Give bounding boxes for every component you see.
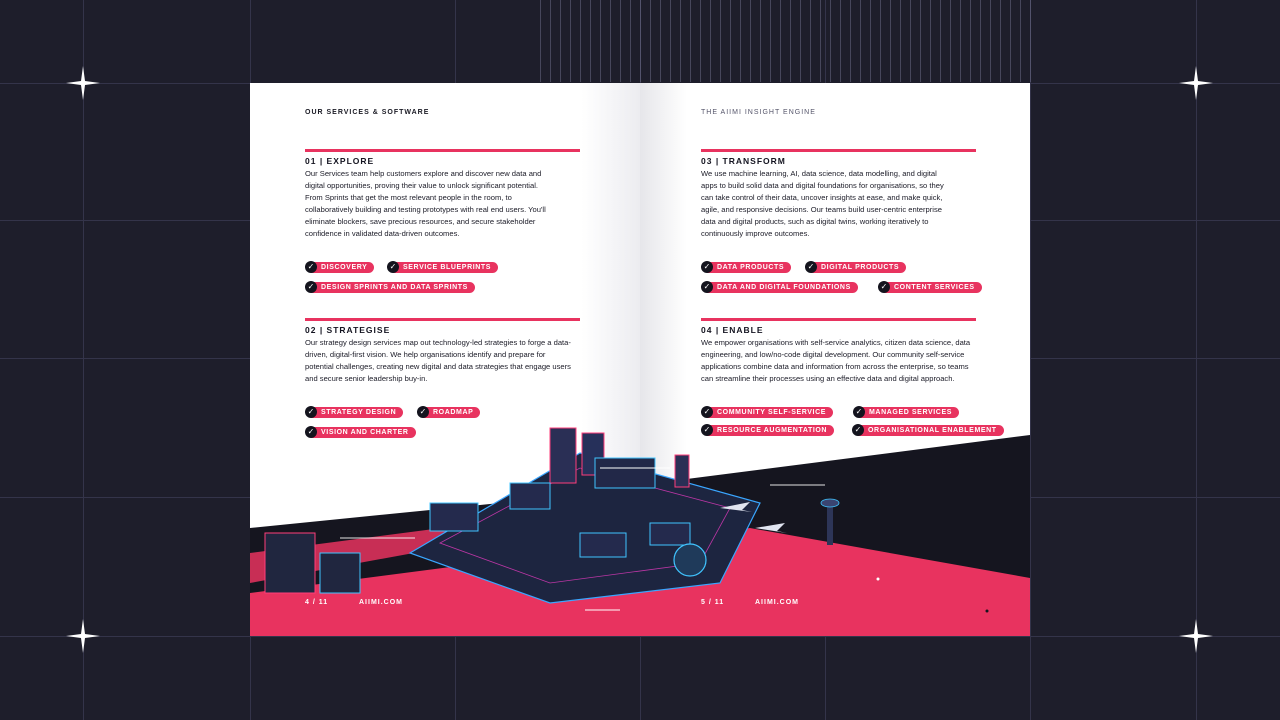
check-circle-icon: ✓ [853,406,865,418]
page-number: 5 / 11 [701,599,725,606]
running-head-left: OUR SERVICES & SOFTWARE [305,109,430,116]
running-head-right: THE AIIMI INSIGHT ENGINE [701,109,816,116]
sparkle-icon [1179,66,1213,100]
grid-line [1030,0,1031,720]
tag [305,406,403,418]
tag [305,281,475,293]
decorative-stripes [540,0,1040,82]
tag [701,261,791,273]
tag-label: DATA PRODUCTS [707,262,791,273]
grid-line [1196,0,1197,720]
tag [805,261,906,273]
tag-label: CONTENT SERVICES [884,282,982,293]
tag [701,424,834,436]
check-circle-icon: ✓ [701,406,713,418]
chip-block [580,533,626,557]
sparkle-icon [1179,619,1213,653]
dome [674,544,706,576]
check-circle-icon: ✓ [305,281,317,293]
tag [417,406,480,418]
tag-label: STRATEGY DESIGN [311,407,403,418]
check-circle-icon: ✓ [878,281,890,293]
tag [305,261,374,273]
tag-label: RESOURCE AUGMENTATION [707,425,834,436]
tag-label: MANAGED SERVICES [859,407,959,418]
tag-label: DISCOVERY [311,262,374,273]
building [675,455,689,487]
page-number: 4 / 11 [305,599,329,606]
check-circle-icon: ✓ [305,426,317,438]
check-circle-icon: ✓ [701,281,713,293]
section-body: We use machine learning, AI, data science, data modelling, and digital apps to build solid data and digital foundations for organisations, so they can take control of their data, uncover insights at ease, and make quick, agile, and responsive decisions. Our teams build user-centric enterprise data and digital products, such as digital twins, working iteratively to continuously improve outcomes. [701,169,944,238]
tag-label: DATA AND DIGITAL FOUNDATIONS [707,282,858,293]
section-divider [305,149,580,152]
tag-label: DIGITAL PRODUCTS [811,262,906,273]
check-circle-icon: ✓ [305,406,317,418]
section-title: 04 | ENABLE [701,325,764,335]
building [550,428,576,483]
tag [852,424,1004,436]
sparkle-icon [66,66,100,100]
section-divider [305,318,580,321]
tag [701,281,858,293]
control-tower [827,505,833,545]
chip-block [650,523,690,545]
section-title: 03 | TRANSFORM [701,156,786,166]
section-body: We empower organisations with self-service analytics, citizen data science, data engineering, and low/no-code digital development. Our community self-service applications combine data and information from across the enterprise, so teams can streamline their processes using an effective data and digital approach. [701,338,971,383]
check-circle-icon: ✓ [305,261,317,273]
check-circle-icon: ✓ [701,261,713,273]
section-divider [701,149,976,152]
site-url: AIIMI.COM [359,599,403,606]
tag-label: COMMUNITY SELF-SERVICE [707,407,833,418]
chip-block [430,503,478,531]
building [595,458,655,488]
check-circle-icon: ✓ [417,406,429,418]
tag [878,281,982,293]
tag [853,406,959,418]
chip-block [510,483,550,509]
section-body: Our Services team help customers explore and discover new data and digital opportunities, proving their value to unlock significant potential. From Sprints that get the most relevant people in the room, to collaboratively building and testing prototypes with real end users. You'll eliminate blockers, save precious resources, and secure stakeholder confidence in validated data-driven outcomes. [305,169,546,238]
section-body: Our strategy design services map out technology-led strategies to forge a data-driven, digital-first vision. We help organisations identify and prepare for potential challenges, creating new digital and data strategies that engage users and secure senior leadership buy-in. [305,338,571,383]
building [265,533,315,593]
check-circle-icon: ✓ [701,424,713,436]
site-url: AIIMI.COM [755,599,799,606]
sparkle-icon [66,619,100,653]
section-title: 01 | EXPLORE [305,156,375,166]
tag-label: SERVICE BLUEPRINTS [393,262,498,273]
check-circle-icon: ✓ [387,261,399,273]
section-title: 02 | STRATEGISE [305,325,391,335]
section-divider [701,318,976,321]
tag-label: VISION AND CHARTER [311,427,416,438]
tag-label: DESIGN SPRINTS AND DATA SPRINTS [311,282,475,293]
grid-line [83,0,84,720]
tag [701,406,833,418]
check-circle-icon: ✓ [852,424,864,436]
tag-label: ROADMAP [423,407,480,418]
tag [387,261,498,273]
building [320,553,360,593]
tag-label: ORGANISATIONAL ENABLEMENT [858,425,1004,436]
brochure-spread [250,83,1030,636]
check-circle-icon: ✓ [805,261,817,273]
tag [305,426,416,438]
